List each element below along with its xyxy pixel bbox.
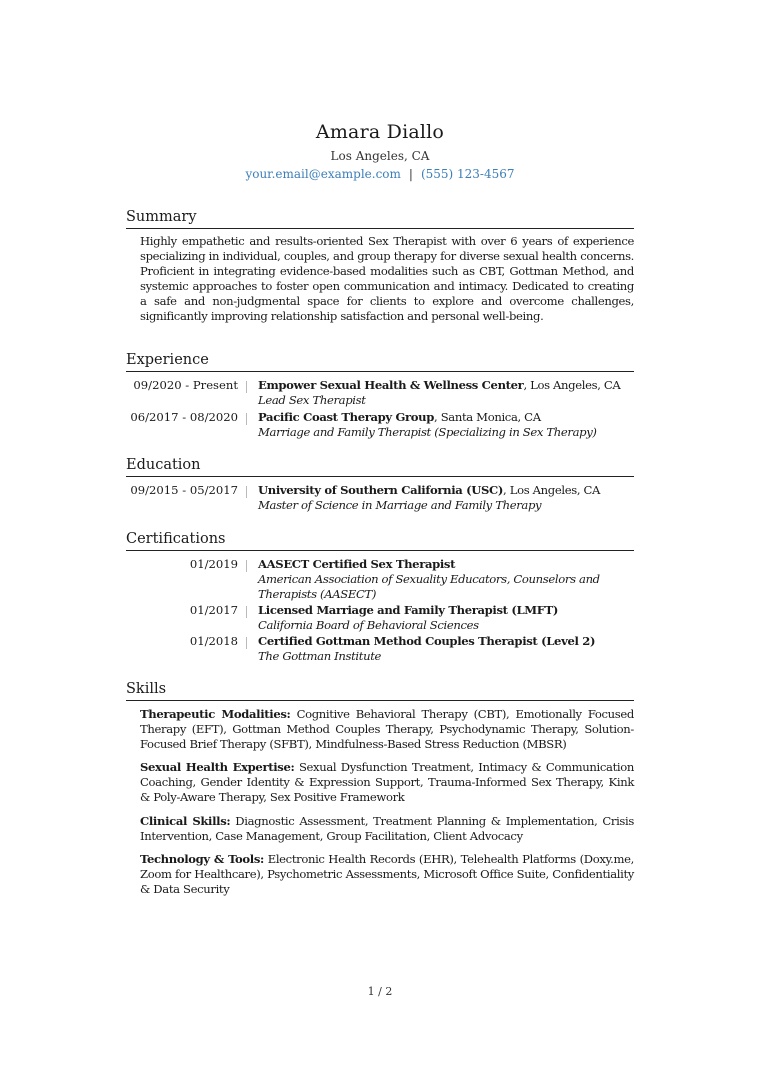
- certifications-section: [126, 529, 634, 664]
- section-title-experience: Experience: [126, 350, 634, 372]
- skill-group: [140, 760, 634, 805]
- entry-date: 09/2015 - 05/2017: [126, 483, 247, 498]
- education-section: [126, 455, 634, 513]
- experience-section: [126, 350, 634, 440]
- section-title-certifications: Certifications: [126, 529, 634, 551]
- education-entry: [126, 483, 634, 513]
- section-title-summary: Summary: [126, 207, 634, 229]
- experience-entry: [126, 378, 634, 408]
- skill-group: [140, 852, 634, 897]
- certification-name: Certified Gottman Method Couples Therapist (Level 2): [258, 634, 596, 648]
- certification-entry: [126, 634, 634, 664]
- candidate-name: Amara Diallo: [315, 121, 445, 143]
- contact-separator: |: [408, 167, 413, 181]
- experience-entry: [126, 410, 634, 440]
- page-number: 1 / 2: [367, 985, 393, 998]
- entry-place: , Los Angeles, CA: [503, 483, 601, 497]
- entry-date: 09/2020 - Present: [126, 378, 247, 393]
- entry-date: 01/2018: [126, 634, 247, 649]
- skill-list: Electronic Health Records (EHR), Telehealth Platforms (Doxy.me, Zoom for Healthcare), Psychometric Assessments, Microsoft Office Suite, Confidentiality & Data Security: [140, 851, 634, 896]
- entry-date: 01/2019: [126, 557, 247, 572]
- email-link[interactable]: your.email@example.com: [245, 167, 401, 181]
- summary-text: Highly empathetic and results-oriented Sex Therapist with over 6 years of experience specializing in individual, couples, and group therapy for diverse sexual health concerns. Proficient in integrating evidence-based modalities such as CBT, Gottman Method, and systemic approaches to foster open communication and intimacy. Dedicated to creating a safe and non-judgmental space for clients to explore and overcome challenges, significantly improving relationship satisfaction and personal well-being.: [140, 234, 634, 324]
- contact-line: [0, 167, 760, 181]
- skill-group: [140, 814, 634, 844]
- summary-section: [126, 207, 634, 325]
- certification-name: AASECT Certified Sex Therapist: [258, 557, 456, 571]
- skill-label: Clinical Skills:: [140, 813, 231, 828]
- skill-list: Cognitive Behavioral Therapy (CBT), Emotionally Focused Therapy (EFT), Gottman Method Couples Therapy, Psychodynamic Therapy, Solution-Focused Brief Therapy (SFBT), Mindfulness-Based Stress Reduction (MBSR): [140, 707, 634, 752]
- certification-entry: [126, 603, 634, 633]
- certification-issuer: The Gottman Institute: [258, 649, 382, 663]
- section-title-skills: Skills: [126, 679, 634, 701]
- entry-place: , Santa Monica, CA: [434, 410, 541, 424]
- skill-list: Diagnostic Assessment, Treatment Planning & Implementation, Crisis Intervention, Case Management, Group Facilitation, Client Advocacy: [140, 813, 634, 843]
- skill-label: Sexual Health Expertise:: [140, 760, 295, 775]
- entry-degree: Master of Science in Marriage and Family Therapy: [258, 498, 542, 512]
- entry-organization: Pacific Coast Therapy Group: [258, 410, 435, 424]
- skills-section: [126, 679, 634, 905]
- entry-organization: Empower Sexual Health & Wellness Center: [258, 378, 524, 392]
- entry-role: Lead Sex Therapist: [258, 393, 366, 407]
- phone-link[interactable]: (555) 123-4567: [420, 167, 515, 181]
- certification-issuer: American Association of Sexuality Educators, Counselors and Therapists (AASECT): [258, 572, 600, 601]
- entry-date: 01/2017: [126, 603, 247, 618]
- skill-label: Therapeutic Modalities:: [140, 707, 291, 721]
- skill-list: Sexual Dysfunction Treatment, Intimacy & Communication Coaching, Gender Identity & Expression Support, Trauma-Informed Sex Therapy, Kink & Poly-Aware Therapy, Sex Positive Framework: [140, 760, 634, 805]
- certification-name: Licensed Marriage and Family Therapist (LMFT): [258, 603, 559, 617]
- certification-entry: [126, 557, 634, 602]
- entry-date: 06/2017 - 08/2020: [126, 410, 247, 425]
- entry-role: Marriage and Family Therapist (Specializing in Sex Therapy): [258, 425, 597, 439]
- entry-place: , Los Angeles, CA: [523, 378, 621, 392]
- skill-group: [140, 707, 634, 752]
- skill-label: Technology & Tools:: [140, 851, 264, 866]
- candidate-location: Los Angeles, CA: [330, 149, 430, 163]
- entry-organization: University of Southern California (USC): [258, 483, 504, 497]
- certification-issuer: California Board of Behavioral Sciences: [258, 618, 479, 632]
- section-title-education: Education: [126, 455, 634, 477]
